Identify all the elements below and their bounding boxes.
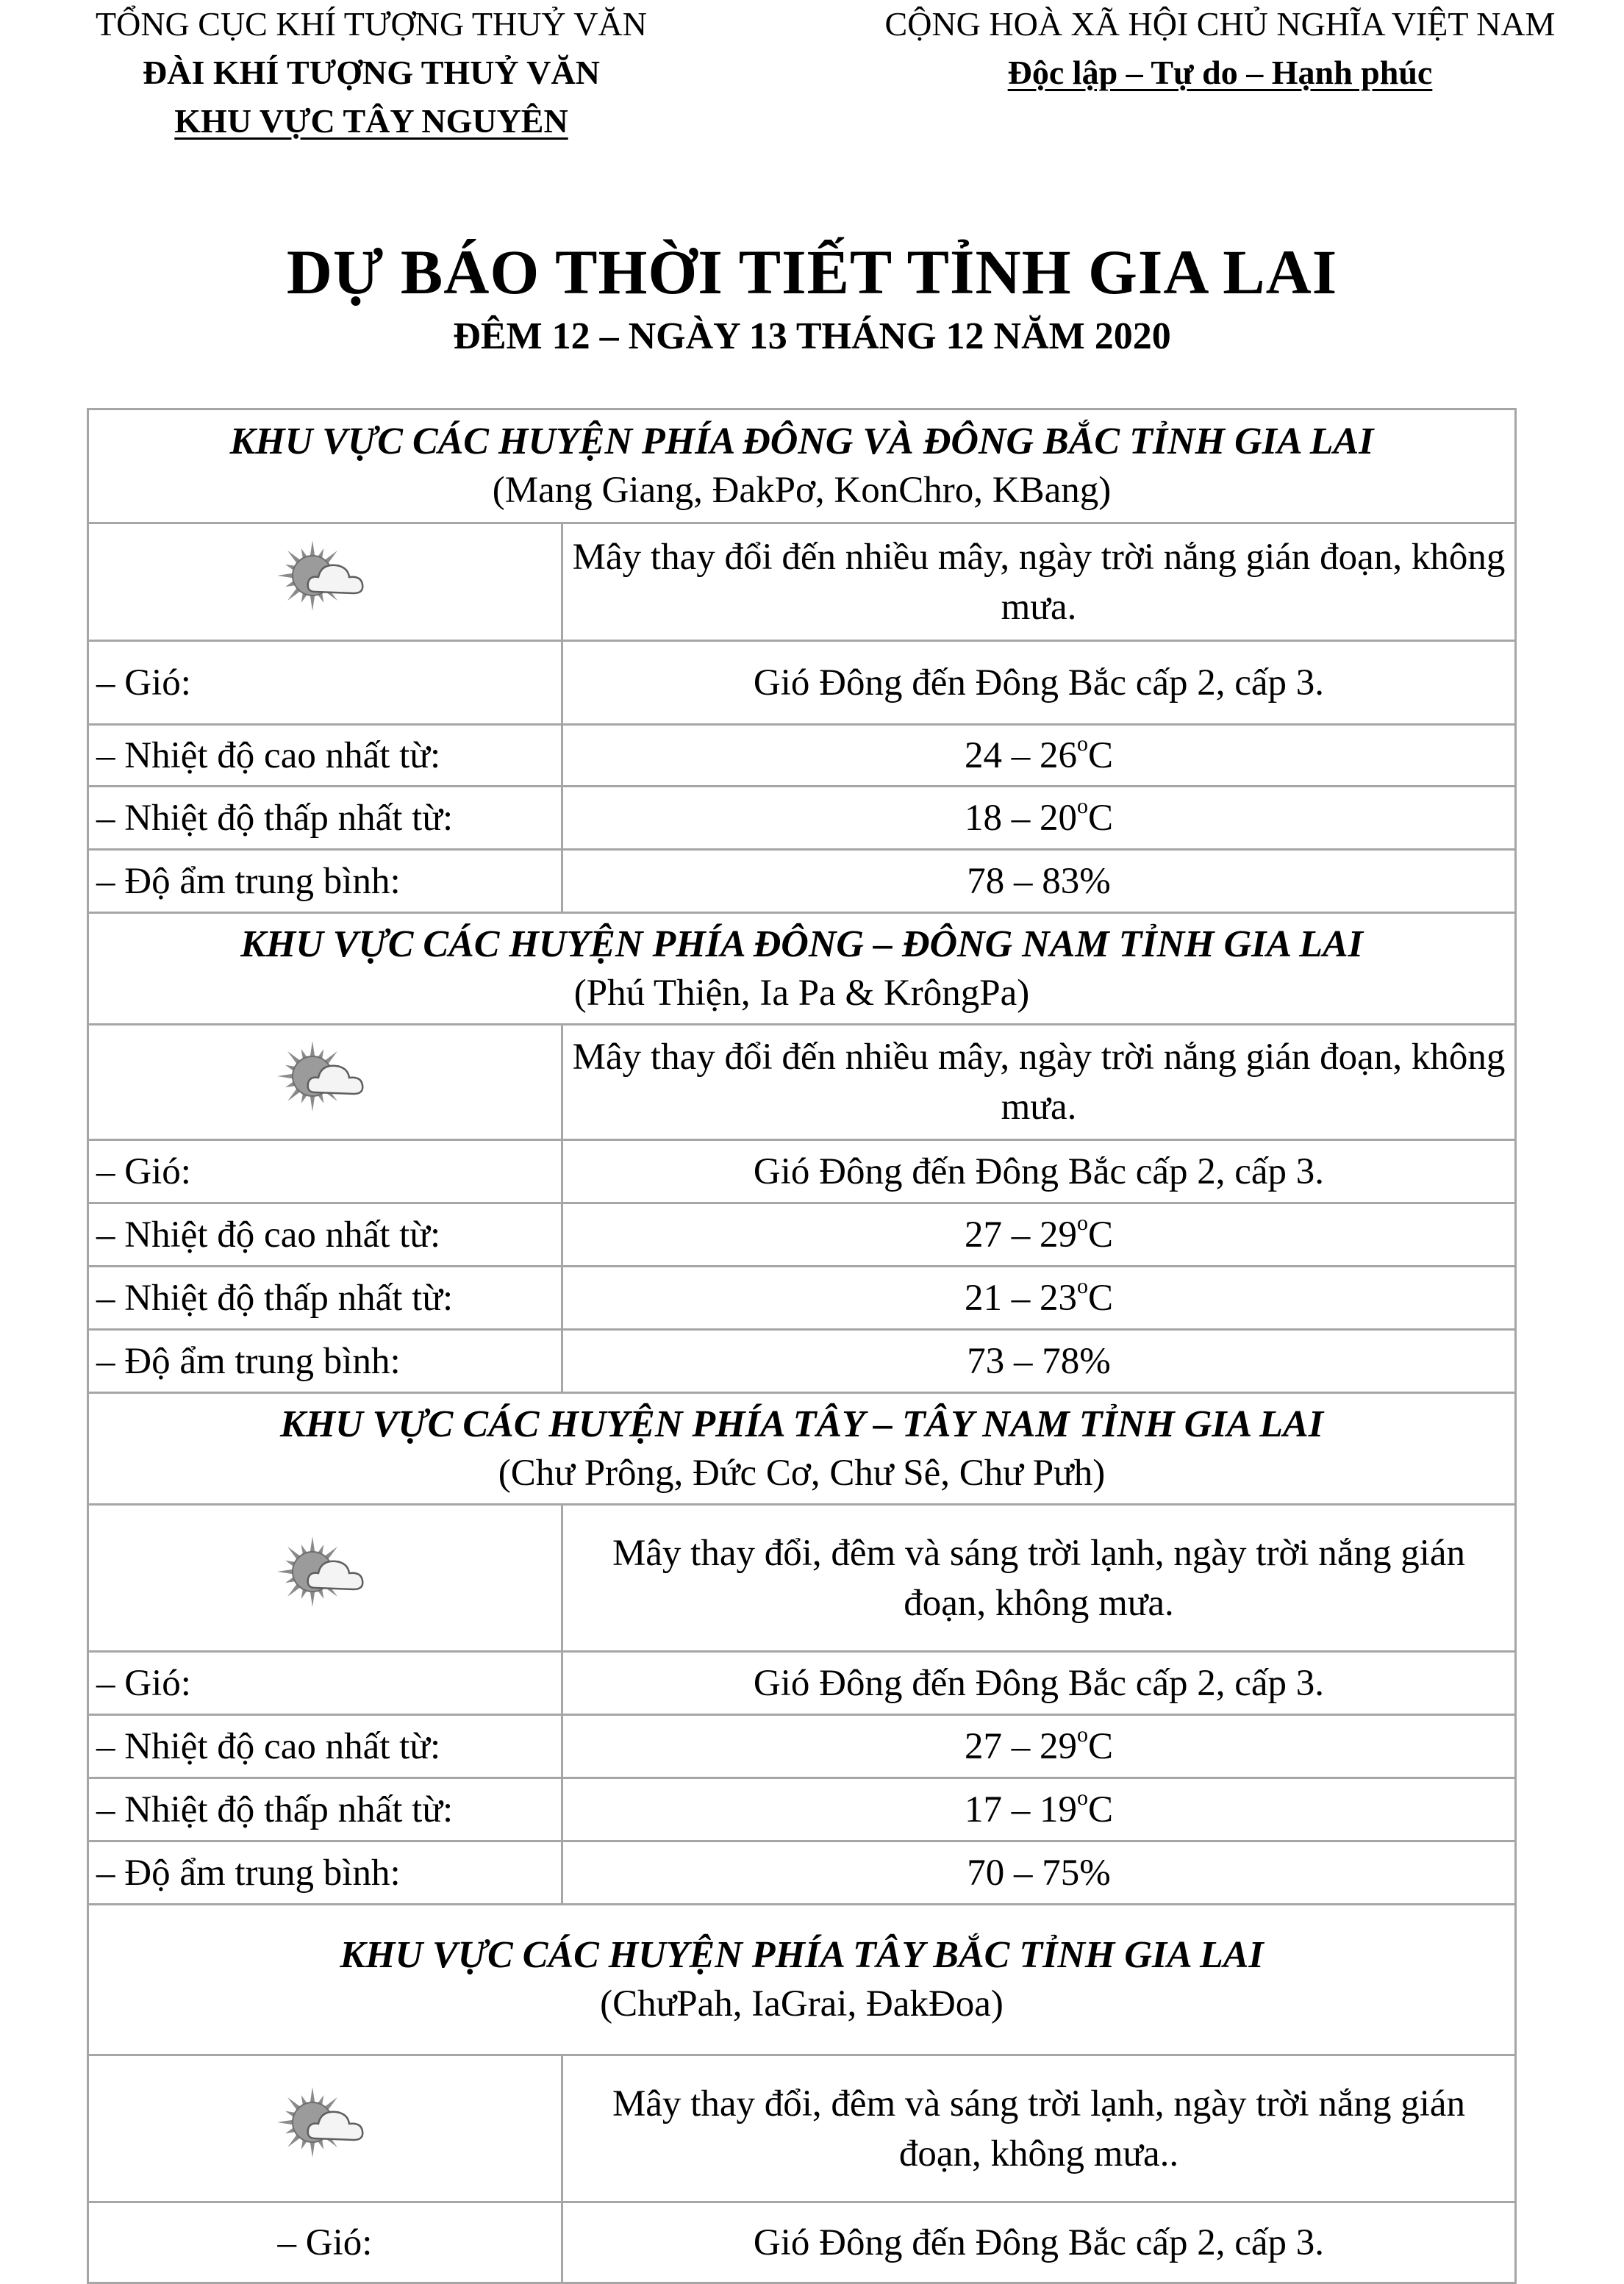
- national-line-1: CỘNG HOÀ XÃ HỘI CHỦ NGHĨA VIỆT NAM: [884, 5, 1556, 43]
- temp-unit: C: [1087, 1277, 1114, 1319]
- temp-min-value: [562, 1267, 1516, 1330]
- forecast-table: [87, 408, 1517, 2284]
- wind-value: Gió Đông đến Đông Bắc cấp 2, cấp 3.: [562, 1140, 1516, 1203]
- temp-max-range: 24 – 26: [964, 734, 1077, 776]
- wind-row: [88, 1140, 1516, 1203]
- temp-max-value: [562, 1715, 1516, 1778]
- temp-min-range: 21 – 23: [964, 1277, 1077, 1319]
- partly-cloudy-sun-icon: [270, 1034, 380, 1122]
- degree-sup: o: [1076, 1210, 1088, 1235]
- temp-max-range: 27 – 29: [964, 1214, 1077, 1256]
- humidity-row: [88, 850, 1516, 913]
- region-header: [88, 913, 1516, 1025]
- region-name: KHU VỰC CÁC HUYỆN PHÍA ĐÔNG – ĐÔNG NAM TỈNH GIA LAI: [240, 923, 1363, 965]
- region-districts: (ChưPah, IaGrai, ĐakĐoa): [600, 1983, 1004, 2025]
- temp-min-range: 18 – 20: [964, 797, 1077, 839]
- region-header-row: [88, 1393, 1516, 1505]
- weather-row: [88, 1505, 1516, 1652]
- partly-cloudy-sun-icon: [270, 533, 380, 621]
- wind-row: [88, 1652, 1516, 1715]
- temp-unit: C: [1087, 1789, 1114, 1830]
- wind-value: Gió Đông đến Đông Bắc cấp 2, cấp 3.: [562, 641, 1516, 725]
- wind-row: [88, 641, 1516, 725]
- region-districts: (Mang Giang, ĐakPơ, KonChro, KBang): [492, 470, 1112, 511]
- temp-max-value: [562, 1203, 1516, 1267]
- national-header: [816, 0, 1624, 97]
- wind-value: Gió Đông đến Đông Bắc cấp 2, cấp 3.: [562, 2202, 1516, 2283]
- page-title: DỰ BÁO THỜI TIẾT TỈNH GIA LAI: [286, 237, 1338, 307]
- agency-line-1: TỔNG CỤC KHÍ TƯỢNG THUỶ VĂN: [96, 5, 647, 43]
- temp-unit: C: [1087, 1725, 1114, 1767]
- temp-max-row: [88, 725, 1516, 787]
- region-header-row: [88, 1905, 1516, 2055]
- region-header-row: [88, 913, 1516, 1025]
- wind-label: – Gió:: [88, 1140, 562, 1203]
- weather-icon-cell: [88, 1505, 562, 1652]
- wind-label: – Gió:: [88, 641, 562, 725]
- weather-icon-cell: [88, 523, 562, 641]
- temp-min-range: 17 – 19: [964, 1789, 1077, 1830]
- weather-row: [88, 523, 1516, 641]
- partly-cloudy-sun-icon: [270, 2080, 380, 2168]
- temp-min-label: – Nhiệt độ thấp nhất từ:: [88, 1778, 562, 1841]
- temp-max-label: – Nhiệt độ cao nhất từ:: [88, 1715, 562, 1778]
- weather-description: Mây thay đổi đến nhiều mây, ngày trời nắng gián đoạn, không mưa.: [562, 523, 1516, 641]
- wind-label: – Gió:: [88, 2202, 562, 2283]
- temp-max-value: [562, 725, 1516, 787]
- agency-line-3: KHU VỰC TÂY NGUYÊN: [174, 102, 568, 140]
- temp-max-label: – Nhiệt độ cao nhất từ:: [88, 1203, 562, 1267]
- temp-min-value: [562, 787, 1516, 850]
- wind-row: [88, 2202, 1516, 2283]
- agency-header: [22, 0, 720, 146]
- weather-row: [88, 1025, 1516, 1140]
- weather-row: [88, 2055, 1516, 2202]
- humidity-value: 70 – 75%: [562, 1841, 1516, 1905]
- weather-icon-cell: [88, 2055, 562, 2202]
- humidity-label: – Độ ẩm trung bình:: [88, 1841, 562, 1905]
- weather-icon-cell: [88, 1025, 562, 1140]
- region-name: KHU VỰC CÁC HUYỆN PHÍA ĐÔNG VÀ ĐÔNG BẮC TỈNH GIA LAI: [229, 420, 1374, 462]
- page-subtitle: ĐÊM 12 – NGÀY 13 THÁNG 12 NĂM 2020: [453, 315, 1171, 357]
- national-motto: Độc lập – Tự do – Hạnh phúc: [1007, 54, 1433, 91]
- temp-max-range: 27 – 29: [964, 1725, 1077, 1767]
- wind-value: Gió Đông đến Đông Bắc cấp 2, cấp 3.: [562, 1652, 1516, 1715]
- partly-cloudy-sun-icon: [270, 1529, 380, 1617]
- humidity-value: 73 – 78%: [562, 1330, 1516, 1393]
- temp-min-row: [88, 1267, 1516, 1330]
- degree-sup: o: [1076, 1785, 1088, 1810]
- temp-max-row: [88, 1203, 1516, 1267]
- degree-sup: o: [1076, 731, 1088, 756]
- weather-description: Mây thay đổi, đêm và sáng trời lạnh, ngày trời nắng gián đoạn, không mưa.: [562, 1505, 1516, 1652]
- temp-max-label: – Nhiệt độ cao nhất từ:: [88, 725, 562, 787]
- temp-unit: C: [1087, 797, 1114, 839]
- region-header: [88, 1393, 1516, 1505]
- degree-sup: o: [1076, 793, 1088, 818]
- region-header: [88, 409, 1516, 523]
- humidity-label: – Độ ẩm trung bình:: [88, 850, 562, 913]
- humidity-row: [88, 1841, 1516, 1905]
- region-header: [88, 1905, 1516, 2055]
- humidity-value: 78 – 83%: [562, 850, 1516, 913]
- region-name: KHU VỰC CÁC HUYỆN PHÍA TÂY – TÂY NAM TỈNH GIA LAI: [280, 1403, 1323, 1445]
- temp-min-row: [88, 1778, 1516, 1841]
- temp-min-row: [88, 787, 1516, 850]
- region-header-row: [88, 409, 1516, 523]
- temp-max-row: [88, 1715, 1516, 1778]
- agency-line-2: ĐÀI KHÍ TƯỢNG THUỶ VĂN: [143, 54, 600, 91]
- wind-label: – Gió:: [88, 1652, 562, 1715]
- temp-min-label: – Nhiệt độ thấp nhất từ:: [88, 1267, 562, 1330]
- temp-unit: C: [1087, 734, 1114, 776]
- region-districts: (Chư Prông, Đức Cơ, Chư Sê, Chư Pưh): [498, 1452, 1106, 1494]
- temp-min-label: – Nhiệt độ thấp nhất từ:: [88, 787, 562, 850]
- region-districts: (Phú Thiện, Ia Pa & KrôngPa): [573, 972, 1030, 1014]
- region-name: KHU VỰC CÁC HUYỆN PHÍA TÂY BẮC TỈNH GIA LAI: [340, 1934, 1264, 1976]
- humidity-row: [88, 1330, 1516, 1393]
- degree-sup: o: [1076, 1722, 1088, 1747]
- temp-min-value: [562, 1778, 1516, 1841]
- degree-sup: o: [1076, 1273, 1088, 1298]
- humidity-label: – Độ ẩm trung bình:: [88, 1330, 562, 1393]
- weather-description: Mây thay đổi, đêm và sáng trời lạnh, ngày trời nắng gián đoạn, không mưa..: [562, 2055, 1516, 2202]
- temp-unit: C: [1087, 1214, 1114, 1256]
- weather-description: Mây thay đổi đến nhiều mây, ngày trời nắng gián đoạn, không mưa.: [562, 1025, 1516, 1140]
